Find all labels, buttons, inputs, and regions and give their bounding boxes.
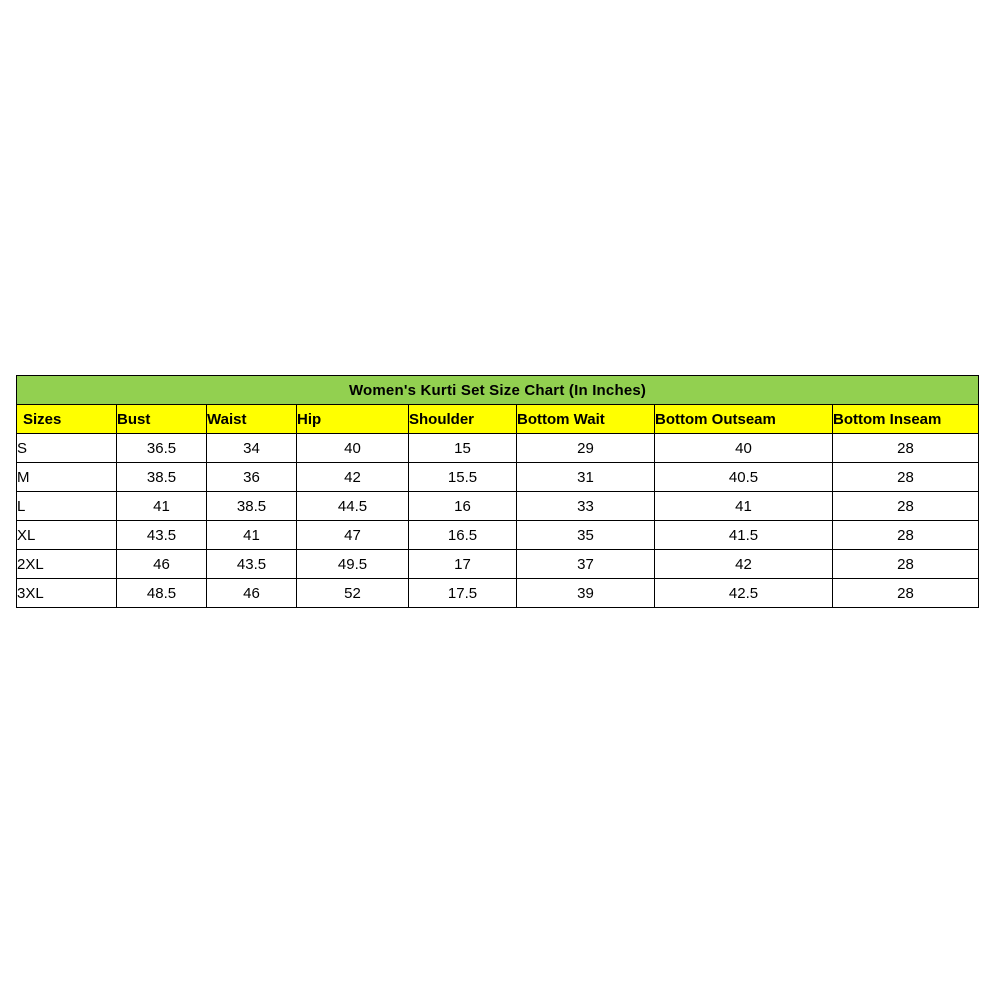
- cell-shoulder: 17.5: [409, 579, 517, 608]
- cell-bottom-inseam: 28: [833, 463, 979, 492]
- cell-hip: 42: [297, 463, 409, 492]
- cell-waist: 38.5: [207, 492, 297, 521]
- cell-bust: 38.5: [117, 463, 207, 492]
- table-row: [17, 550, 979, 579]
- table-row: [17, 579, 979, 608]
- cell-shoulder: 16.5: [409, 521, 517, 550]
- column-header-bottom-inseam: Bottom Inseam: [833, 405, 979, 434]
- cell-bottom-wait: 35: [517, 521, 655, 550]
- cell-hip: 52: [297, 579, 409, 608]
- cell-hip: 47: [297, 521, 409, 550]
- column-header-shoulder: Shoulder: [409, 405, 517, 434]
- cell-bust: 46: [117, 550, 207, 579]
- cell-waist: 46: [207, 579, 297, 608]
- cell-hip: 40: [297, 434, 409, 463]
- cell-hip: 49.5: [297, 550, 409, 579]
- cell-shoulder: 17: [409, 550, 517, 579]
- column-header-bottom-wait: Bottom Wait: [517, 405, 655, 434]
- column-header-bust: Bust: [117, 405, 207, 434]
- cell-bust: 36.5: [117, 434, 207, 463]
- column-header-waist: Waist: [207, 405, 297, 434]
- column-header-sizes: Sizes: [17, 405, 117, 434]
- cell-bottom-outseam: 41: [655, 492, 833, 521]
- table-title-row: [17, 376, 979, 405]
- table-header-row: [17, 405, 979, 434]
- cell-bottom-inseam: 28: [833, 579, 979, 608]
- cell-waist: 34: [207, 434, 297, 463]
- cell-size: L: [17, 492, 117, 521]
- cell-waist: 36: [207, 463, 297, 492]
- cell-bottom-inseam: 28: [833, 434, 979, 463]
- cell-shoulder: 15: [409, 434, 517, 463]
- column-header-hip: Hip: [297, 405, 409, 434]
- cell-bust: 41: [117, 492, 207, 521]
- cell-bottom-outseam: 42.5: [655, 579, 833, 608]
- cell-size: XL: [17, 521, 117, 550]
- cell-waist: 43.5: [207, 550, 297, 579]
- cell-bottom-wait: 31: [517, 463, 655, 492]
- cell-bottom-wait: 39: [517, 579, 655, 608]
- cell-size: S: [17, 434, 117, 463]
- cell-bust: 43.5: [117, 521, 207, 550]
- cell-bottom-outseam: 41.5: [655, 521, 833, 550]
- cell-waist: 41: [207, 521, 297, 550]
- cell-bottom-wait: 37: [517, 550, 655, 579]
- cell-bottom-inseam: 28: [833, 492, 979, 521]
- table-row: [17, 434, 979, 463]
- cell-bottom-inseam: 28: [833, 521, 979, 550]
- cell-bust: 48.5: [117, 579, 207, 608]
- cell-bottom-wait: 29: [517, 434, 655, 463]
- cell-bottom-inseam: 28: [833, 550, 979, 579]
- size-chart-table: [16, 375, 979, 608]
- cell-shoulder: 16: [409, 492, 517, 521]
- cell-shoulder: 15.5: [409, 463, 517, 492]
- table-row: [17, 492, 979, 521]
- chart-title: Women's Kurti Set Size Chart (In Inches): [17, 376, 979, 405]
- cell-bottom-wait: 33: [517, 492, 655, 521]
- cell-size: M: [17, 463, 117, 492]
- column-header-bottom-outseam: Bottom Outseam: [655, 405, 833, 434]
- cell-bottom-outseam: 42: [655, 550, 833, 579]
- cell-bottom-outseam: 40: [655, 434, 833, 463]
- cell-hip: 44.5: [297, 492, 409, 521]
- table-row: [17, 521, 979, 550]
- cell-size: 3XL: [17, 579, 117, 608]
- cell-bottom-outseam: 40.5: [655, 463, 833, 492]
- cell-size: 2XL: [17, 550, 117, 579]
- table-row: [17, 463, 979, 492]
- size-chart-container: [16, 375, 978, 608]
